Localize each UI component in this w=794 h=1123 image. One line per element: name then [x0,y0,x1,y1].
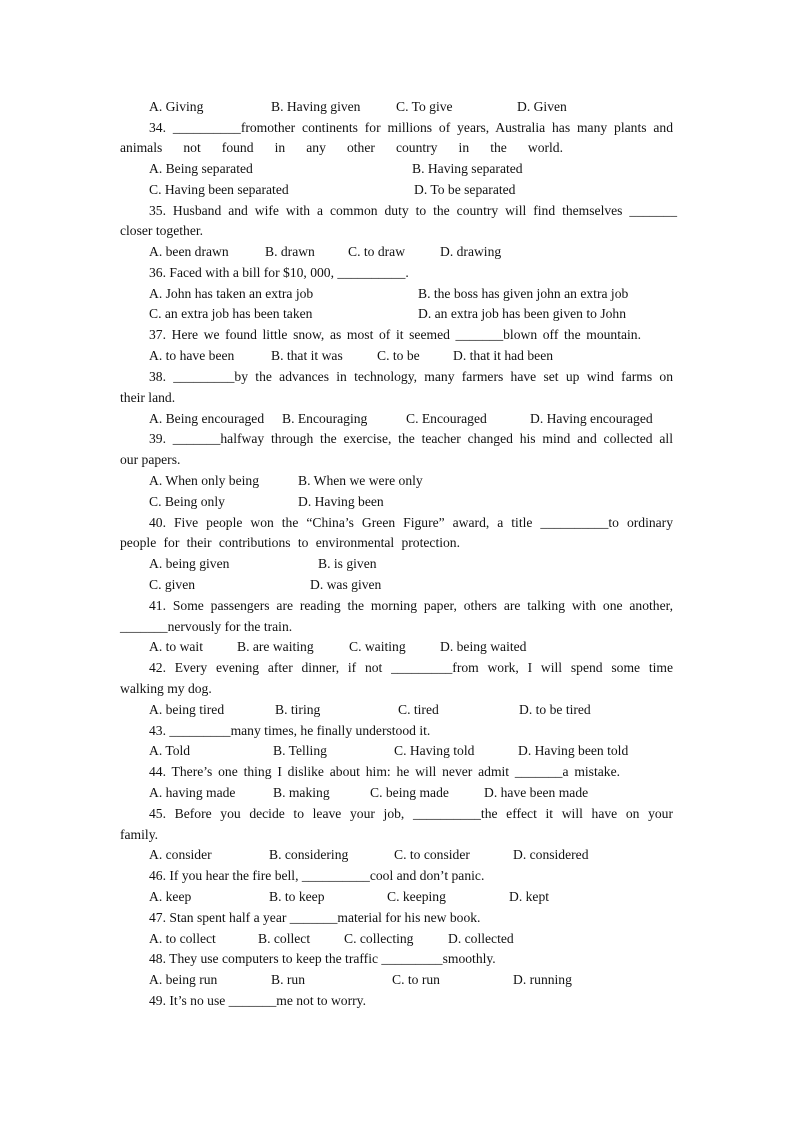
option-d: D. that it had been [453,348,554,363]
question-stem: 39. _______halfway through the exercise, the teacher changed his mind and collected all [149,431,673,446]
option-b: B. tiring [275,702,321,717]
option-d: D. running [513,972,572,987]
question-stem-continued: closer together. [120,223,204,238]
option-b: B. is given [318,556,377,571]
option-b: B. Having separated [412,161,523,176]
question-stem-continued: family. [120,827,158,842]
question-stem-continued: their land. [120,390,176,405]
question-stem: 48. They use computers to keep the traffic _________smoothly. [149,951,496,966]
option-d: D. drawing [440,244,502,259]
question-stem-continued: animals not found in any other country in the world. [120,140,563,155]
option-a: A. Told [149,743,191,758]
question-stem: 49. It’s no use _______me not to worry. [149,993,366,1008]
option-c: C. to draw [348,244,406,259]
option-b: B. considering [269,847,349,862]
option-c: C. given [149,577,196,592]
option-b: B. collect [258,931,311,946]
question-stem: 40. Five people won the “China’s Green Figure” award, a title __________to ordinary [149,515,673,530]
option-d: D. have been made [484,785,589,800]
question-stem-continued: walking my dog. [120,681,212,696]
option-d: D. Given [517,99,567,114]
option-a: A. to collect [149,931,216,946]
question-stem: 43. _________many times, he finally understood it. [149,723,431,738]
option-b: B. to keep [269,889,325,904]
option-c: C. to run [392,972,440,987]
option-b: B. Having given [271,99,361,114]
question-stem: 44. There’s one thing I dislike about him: he will never admit _______a mistake. [149,764,620,779]
option-a: A. been drawn [149,244,229,259]
option-b: B. run [271,972,305,987]
option-b: B. Telling [273,743,327,758]
option-b: B. Encouraging [282,411,368,426]
option-a: A. being given [149,556,230,571]
option-d: D. To be separated [414,182,516,197]
option-a: A. Giving [149,99,204,114]
option-a: A. to wait [149,639,203,654]
option-c: C. collecting [344,931,414,946]
option-c: C. Having told [394,743,475,758]
option-a: A. John has taken an extra job [149,286,314,301]
question-stem: 38. _________by the advances in technology, many farmers have set up wind farms on [149,369,673,384]
option-d: D. considered [513,847,589,862]
option-b: B. drawn [265,244,315,259]
option-c: C. to be [377,348,420,363]
option-c: C. an extra job has been taken [149,306,313,321]
option-d: D. was given [310,577,382,592]
option-d: D. an extra job has been given to John [418,306,627,321]
question-stem: 46. If you hear the fire bell, __________cool and don’t panic. [149,868,485,883]
option-b: B. When we were only [298,473,423,488]
option-a: A. keep [149,889,192,904]
question-stem: 35. Husband and wife with a common duty to the country will find themselves _______ [149,203,677,218]
option-a: A. being run [149,972,218,987]
option-b: B. the boss has given john an extra job [418,286,629,301]
option-a: A. to have been [149,348,235,363]
option-c: C. being made [370,785,449,800]
question-stem-continued: our papers. [120,452,181,467]
option-c: C. Encouraged [406,411,487,426]
option-c: C. To give [396,99,453,114]
option-d: D. to be tired [519,702,591,717]
option-d: D. kept [509,889,550,904]
option-c: C. keeping [387,889,446,904]
option-b: B. are waiting [237,639,314,654]
option-d: D. Having been told [518,743,629,758]
question-stem: 36. Faced with a bill for $10, 000, __________. [149,265,409,280]
option-c: C. tired [398,702,439,717]
option-c: C. to consider [394,847,470,862]
question-stem: 47. Stan spent half a year _______material for his new book. [149,910,481,925]
option-a: A. consider [149,847,212,862]
question-stem: 37. Here we found little snow, as most of it seemed _______blown off the mountain. [149,327,641,342]
option-d: D. Having been [298,494,384,509]
option-a: A. When only being [149,473,259,488]
option-a: A. Being encouraged [149,411,265,426]
option-d: D. Having encouraged [530,411,653,426]
question-stem-continued: people for their contributions to environmental protection. [120,535,460,550]
question-stem: 42. Every evening after dinner, if not _________from work, I will spend some time [149,660,673,675]
question-stem-continued: _______nervously for the train. [120,619,293,634]
option-b: B. that it was [271,348,343,363]
option-c: C. waiting [349,639,406,654]
option-a: A. having made [149,785,236,800]
option-c: C. Being only [149,494,225,509]
option-d: D. collected [448,931,514,946]
option-a: A. being tired [149,702,225,717]
question-stem: 34. __________fromother continents for millions of years, Australia has many plants and [149,120,673,135]
question-stem: 45. Before you decide to leave your job, __________the effect it will have on your [149,806,673,821]
option-b: B. making [273,785,330,800]
option-d: D. being waited [440,639,527,654]
option-a: A. Being separated [149,161,253,176]
question-stem: 41. Some passengers are reading the morning paper, others are talking with one another, [149,598,673,613]
option-c: C. Having been separated [149,182,289,197]
